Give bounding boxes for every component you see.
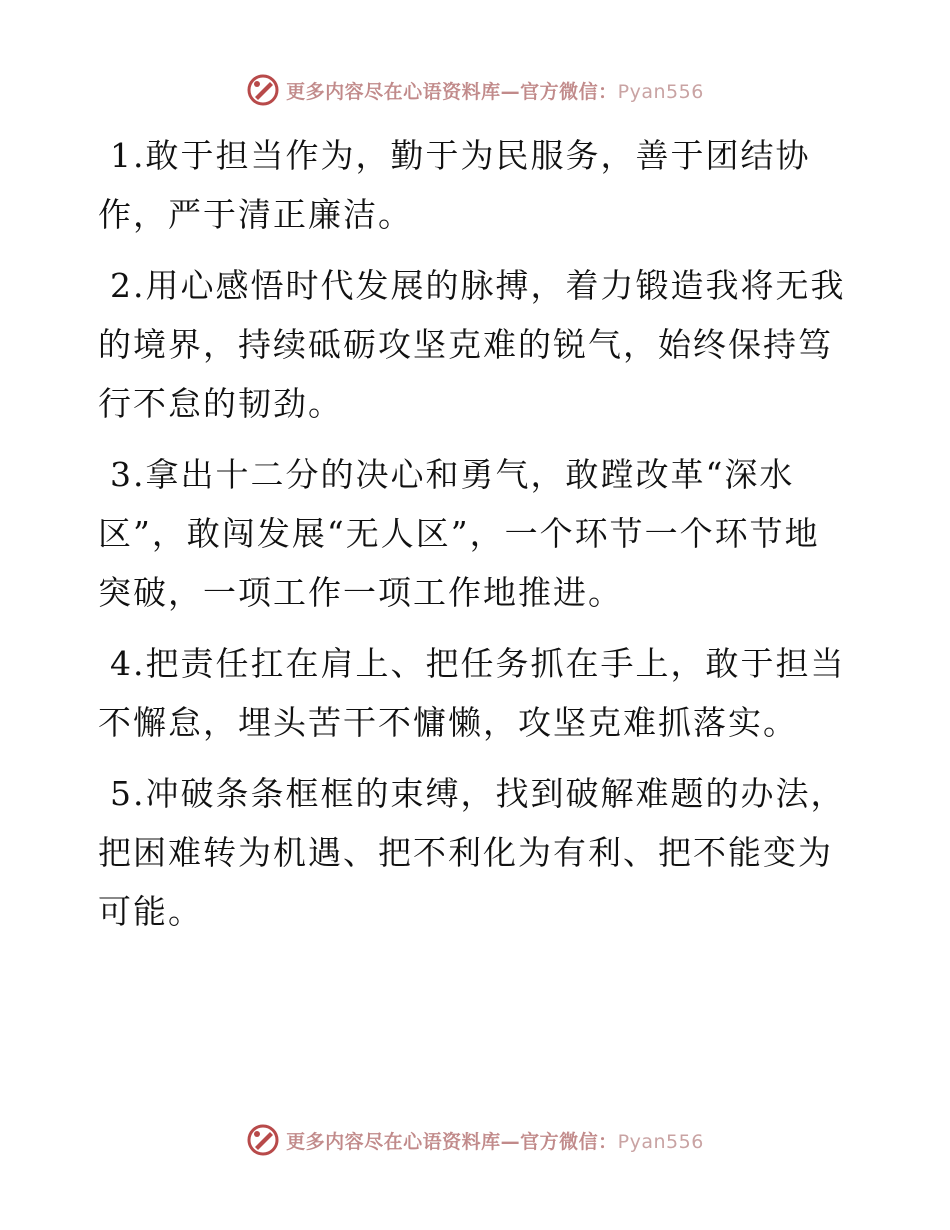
pen-circle-logo-icon <box>246 73 280 107</box>
footer-banner <box>0 1120 950 1160</box>
list-item-1: 1.敢于担当作为，勤于为民服务，善于团结协作，严于清正廉洁。 <box>98 136 811 234</box>
list-item-3: 3.拿出十二分的决心和勇气，敢蹚改革“深水区”，敢闯发展“无人区”，一个环节一个环节地突破，一项工作一项工作地推进。 <box>98 455 820 612</box>
footer-wechat-id: Pyan556 <box>617 1130 704 1153</box>
header-text <box>286 77 704 104</box>
document-body <box>98 126 850 953</box>
header-label: 更多内容尽在心语资料库—官方微信： <box>286 80 618 103</box>
footer-text <box>286 1127 704 1154</box>
footer-label: 更多内容尽在心语资料库—官方微信： <box>286 1130 618 1153</box>
list-item-4: 4.把责任扛在肩上、把任务抓在手上，敢于担当不懈怠，埋头苦干不慵懒，攻坚克难抓落实。 <box>98 644 846 742</box>
pen-circle-logo-icon <box>246 1123 280 1157</box>
header-banner <box>0 70 950 110</box>
header-wechat-id: Pyan556 <box>617 80 704 103</box>
list-item-5: 5.冲破条条框框的束缚，找到破解难题的办法，把困难转为机遇、把不利化为有利、把不能变为可能。 <box>98 774 846 931</box>
list-item-2: 2.用心感悟时代发展的脉搏，着力锻造我将无我的境界，持续砥砺攻坚克难的锐气，始终保持笃行不怠的韧劲。 <box>98 266 846 423</box>
